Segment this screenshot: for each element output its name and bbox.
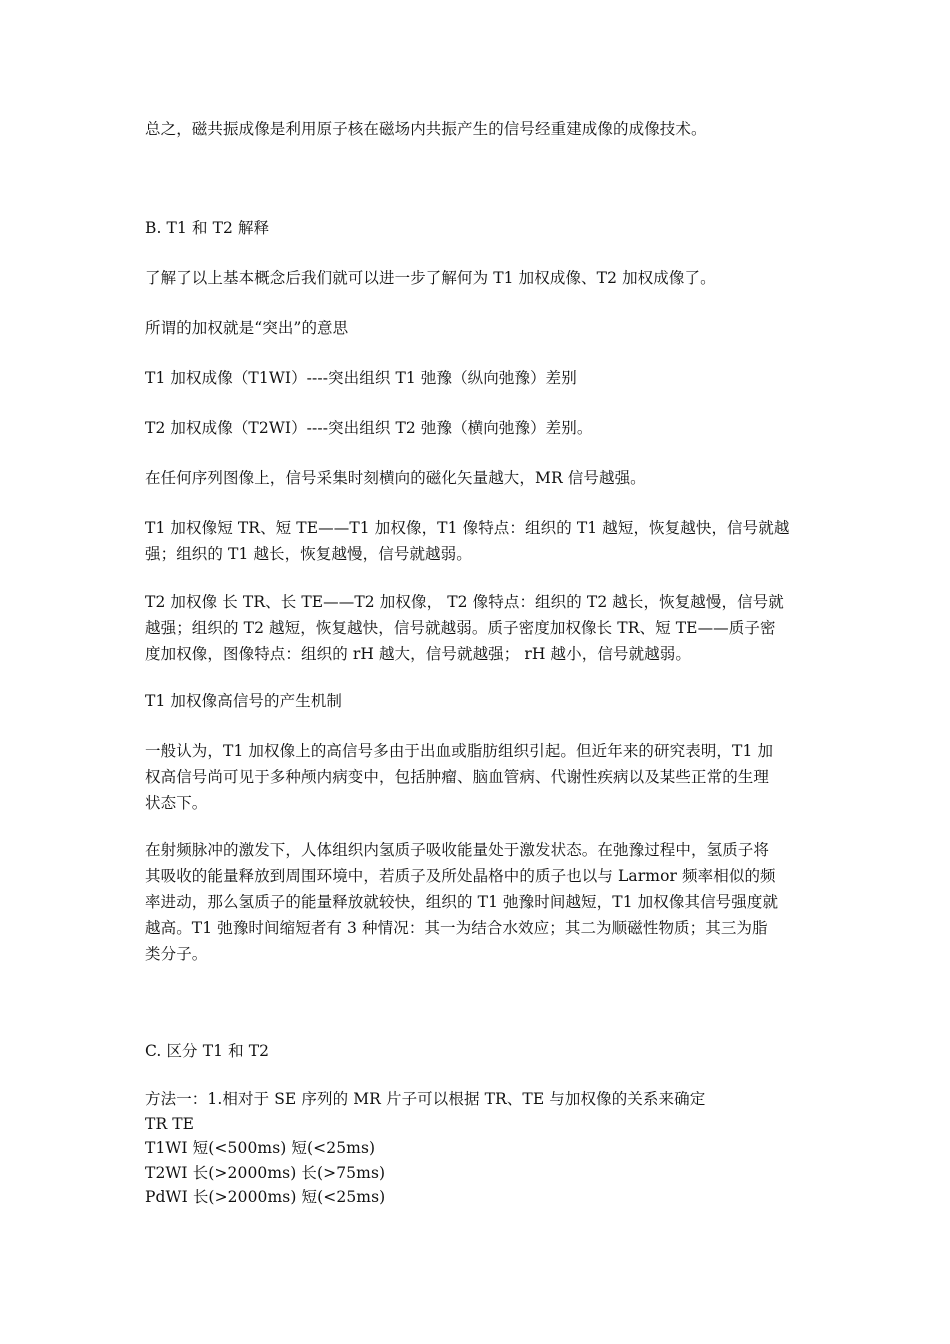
method-one-paragraph bbox=[145, 1087, 810, 1210]
intro-paragraph bbox=[145, 265, 810, 291]
text-line: 越高。T1 弛豫时间缩短者有 3 种情况：其一为结合水效应；其二为顺磁性物质；其三为脂 bbox=[145, 919, 768, 937]
text-line: T1 加权像高信号的产生机制 bbox=[145, 692, 343, 710]
section-c-heading bbox=[145, 1038, 810, 1064]
summary-paragraph bbox=[145, 116, 810, 142]
text-line: 总之，磁共振成像是利用原子核在磁场内共振产生的信号经重建成像的成像技术。 bbox=[145, 120, 707, 138]
mr-signal-paragraph bbox=[145, 465, 810, 491]
text-line: PdWI 长(>2000ms) 短(<25ms) bbox=[145, 1188, 386, 1206]
text-line: 了解了以上基本概念后我们就可以进一步了解何为 T1 加权成像、T2 加权成像了。 bbox=[145, 269, 716, 287]
t1-high-signal-causes-paragraph bbox=[145, 738, 810, 816]
section-b-heading bbox=[145, 215, 810, 241]
text-line: 方法一：1.相对于 SE 序列的 MR 片子可以根据 TR、TE 与加权像的关系来确定 bbox=[145, 1090, 706, 1108]
text-line: 所谓的加权就是“突出”的意思 bbox=[145, 319, 349, 337]
text-line: 一般认为，T1 加权像上的高信号多由于出血或脂肪组织引起。但近年来的研究表明，T1 加 bbox=[145, 742, 774, 760]
text-line: T2 加权像 长 TR、长 TE——T2 加权像， T2 像特点：组织的 T2 越长，恢复越慢，信号就 bbox=[145, 593, 784, 611]
text-line: T1WI 短(<500ms) 短(<25ms) bbox=[145, 1139, 376, 1157]
text-line: C. 区分 T1 和 T2 bbox=[145, 1042, 270, 1060]
text-line: 度加权像，图像特点：组织的 rH 越大，信号就越强； rH 越小，信号就越弱。 bbox=[145, 645, 691, 663]
t2wi-definition bbox=[145, 415, 810, 441]
rf-pulse-paragraph bbox=[145, 837, 810, 967]
text-line: T1 加权像短 TR、短 TE——T1 加权像，T1 像特点：组织的 T1 越短，恢复越快，信号就越 bbox=[145, 519, 790, 537]
text-line: 在任何序列图像上，信号采集时刻横向的磁化矢量越大，MR 信号越强。 bbox=[145, 469, 646, 487]
text-line: 其吸收的能量释放到周围环境中，若质子及所处晶格中的质子也以与 Larmor 频率相似的频 bbox=[145, 867, 776, 885]
text-line: 类分子。 bbox=[145, 945, 208, 963]
t1-high-signal-heading bbox=[145, 688, 810, 714]
t1-features-paragraph bbox=[145, 515, 810, 567]
t1wi-definition bbox=[145, 365, 810, 391]
text-line: B. T1 和 T2 解释 bbox=[145, 219, 270, 237]
t2-features-paragraph bbox=[145, 589, 810, 667]
text-line: 强；组织的 T1 越长，恢复越慢，信号就越弱。 bbox=[145, 545, 472, 563]
text-line: 状态下。 bbox=[145, 794, 208, 812]
text-line: TR TE bbox=[145, 1114, 195, 1133]
text-line: T1 加权成像（T1WI）----突出组织 T1 弛豫（纵向弛豫）差别 bbox=[145, 369, 577, 387]
text-line: T2WI 长(>2000ms) 长(>75ms) bbox=[145, 1163, 386, 1182]
text-line: T2 加权成像（T2WI）----突出组织 T2 弛豫（横向弛豫）差别。 bbox=[145, 419, 593, 437]
text-line: 率进动，那么氢质子的能量释放就较快，组织的 T1 弛豫时间越短，T1 加权像其信号强度就 bbox=[145, 893, 779, 911]
text-line: 权高信号尚可见于多种颅内病变中，包括肿瘤、脑血管病、代谢性疾病以及某些正常的生理 bbox=[145, 768, 770, 786]
text-line: 在射频脉冲的激发下，人体组织内氢质子吸收能量处于激发状态。在弛豫过程中，氢质子将 bbox=[145, 841, 770, 859]
weighting-meaning-paragraph bbox=[145, 315, 810, 341]
text-line: 越强；组织的 T2 越短，恢复越快，信号就越弱。质子密度加权像长 TR、短 TE——质子密 bbox=[145, 619, 776, 637]
